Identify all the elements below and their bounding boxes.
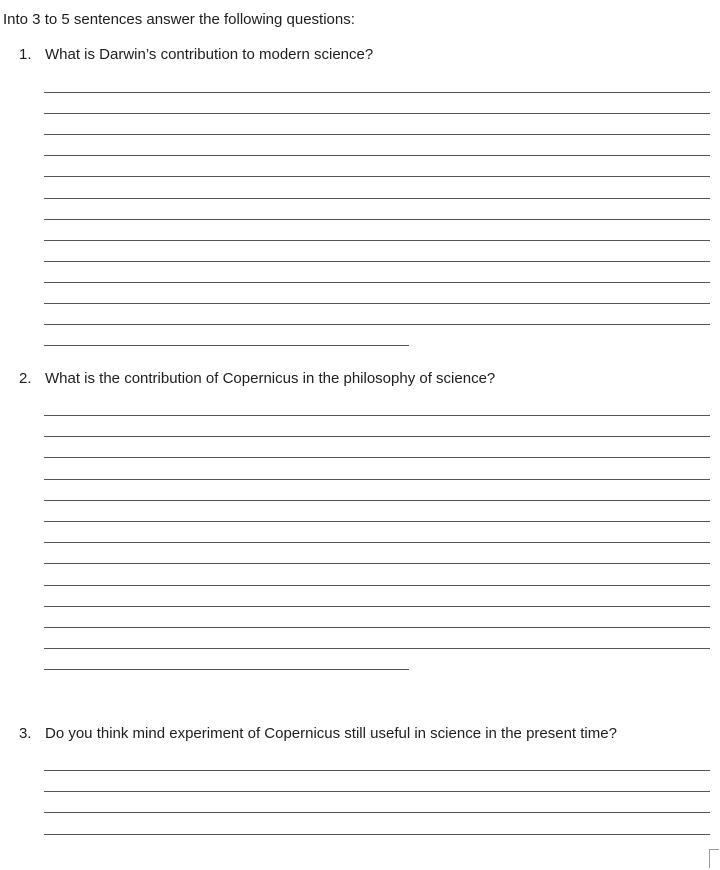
answer-line <box>44 479 710 480</box>
answer-line <box>44 261 710 262</box>
question-1 <box>19 46 373 64</box>
answer-line <box>44 521 710 522</box>
answer-line <box>44 585 710 586</box>
answer-line <box>44 812 710 813</box>
answer-line <box>44 791 710 792</box>
answer-line <box>44 436 710 437</box>
answer-line <box>44 627 710 628</box>
answer-line <box>44 834 710 835</box>
answer-line <box>44 563 710 564</box>
answer-line <box>44 155 710 156</box>
answer-line <box>44 303 710 304</box>
answer-line <box>44 542 710 543</box>
answer-line <box>44 345 409 346</box>
answer-line <box>44 415 710 416</box>
answer-line <box>44 198 710 199</box>
answer-line <box>44 457 710 458</box>
question-text: What is Darwin’s contribution to modern science? <box>45 46 374 63</box>
page-corner-mark <box>709 849 719 868</box>
question-3 <box>19 725 617 743</box>
question-text: What is the contribution of Copernicus in the philosophy of science? <box>45 370 496 387</box>
answer-line <box>44 669 409 670</box>
answer-line <box>44 240 710 241</box>
answer-line <box>44 219 710 220</box>
answer-line <box>44 92 710 93</box>
question-text: Do you think mind experiment of Copernicus still useful in science in the present time? <box>45 725 617 742</box>
question-number: 2. <box>19 370 32 387</box>
answer-line <box>44 500 710 501</box>
answer-line <box>44 606 710 607</box>
question-number: 3. <box>19 725 32 742</box>
answer-line <box>44 282 710 283</box>
answer-line <box>44 176 710 177</box>
question-2 <box>19 370 495 388</box>
question-number: 1. <box>19 46 32 63</box>
answer-line <box>44 113 710 114</box>
answer-line <box>44 648 710 649</box>
instructions-text: Into 3 to 5 sentences answer the following questions: <box>3 11 355 28</box>
answer-line <box>44 770 710 771</box>
answer-line <box>44 134 710 135</box>
answer-line <box>44 324 710 325</box>
